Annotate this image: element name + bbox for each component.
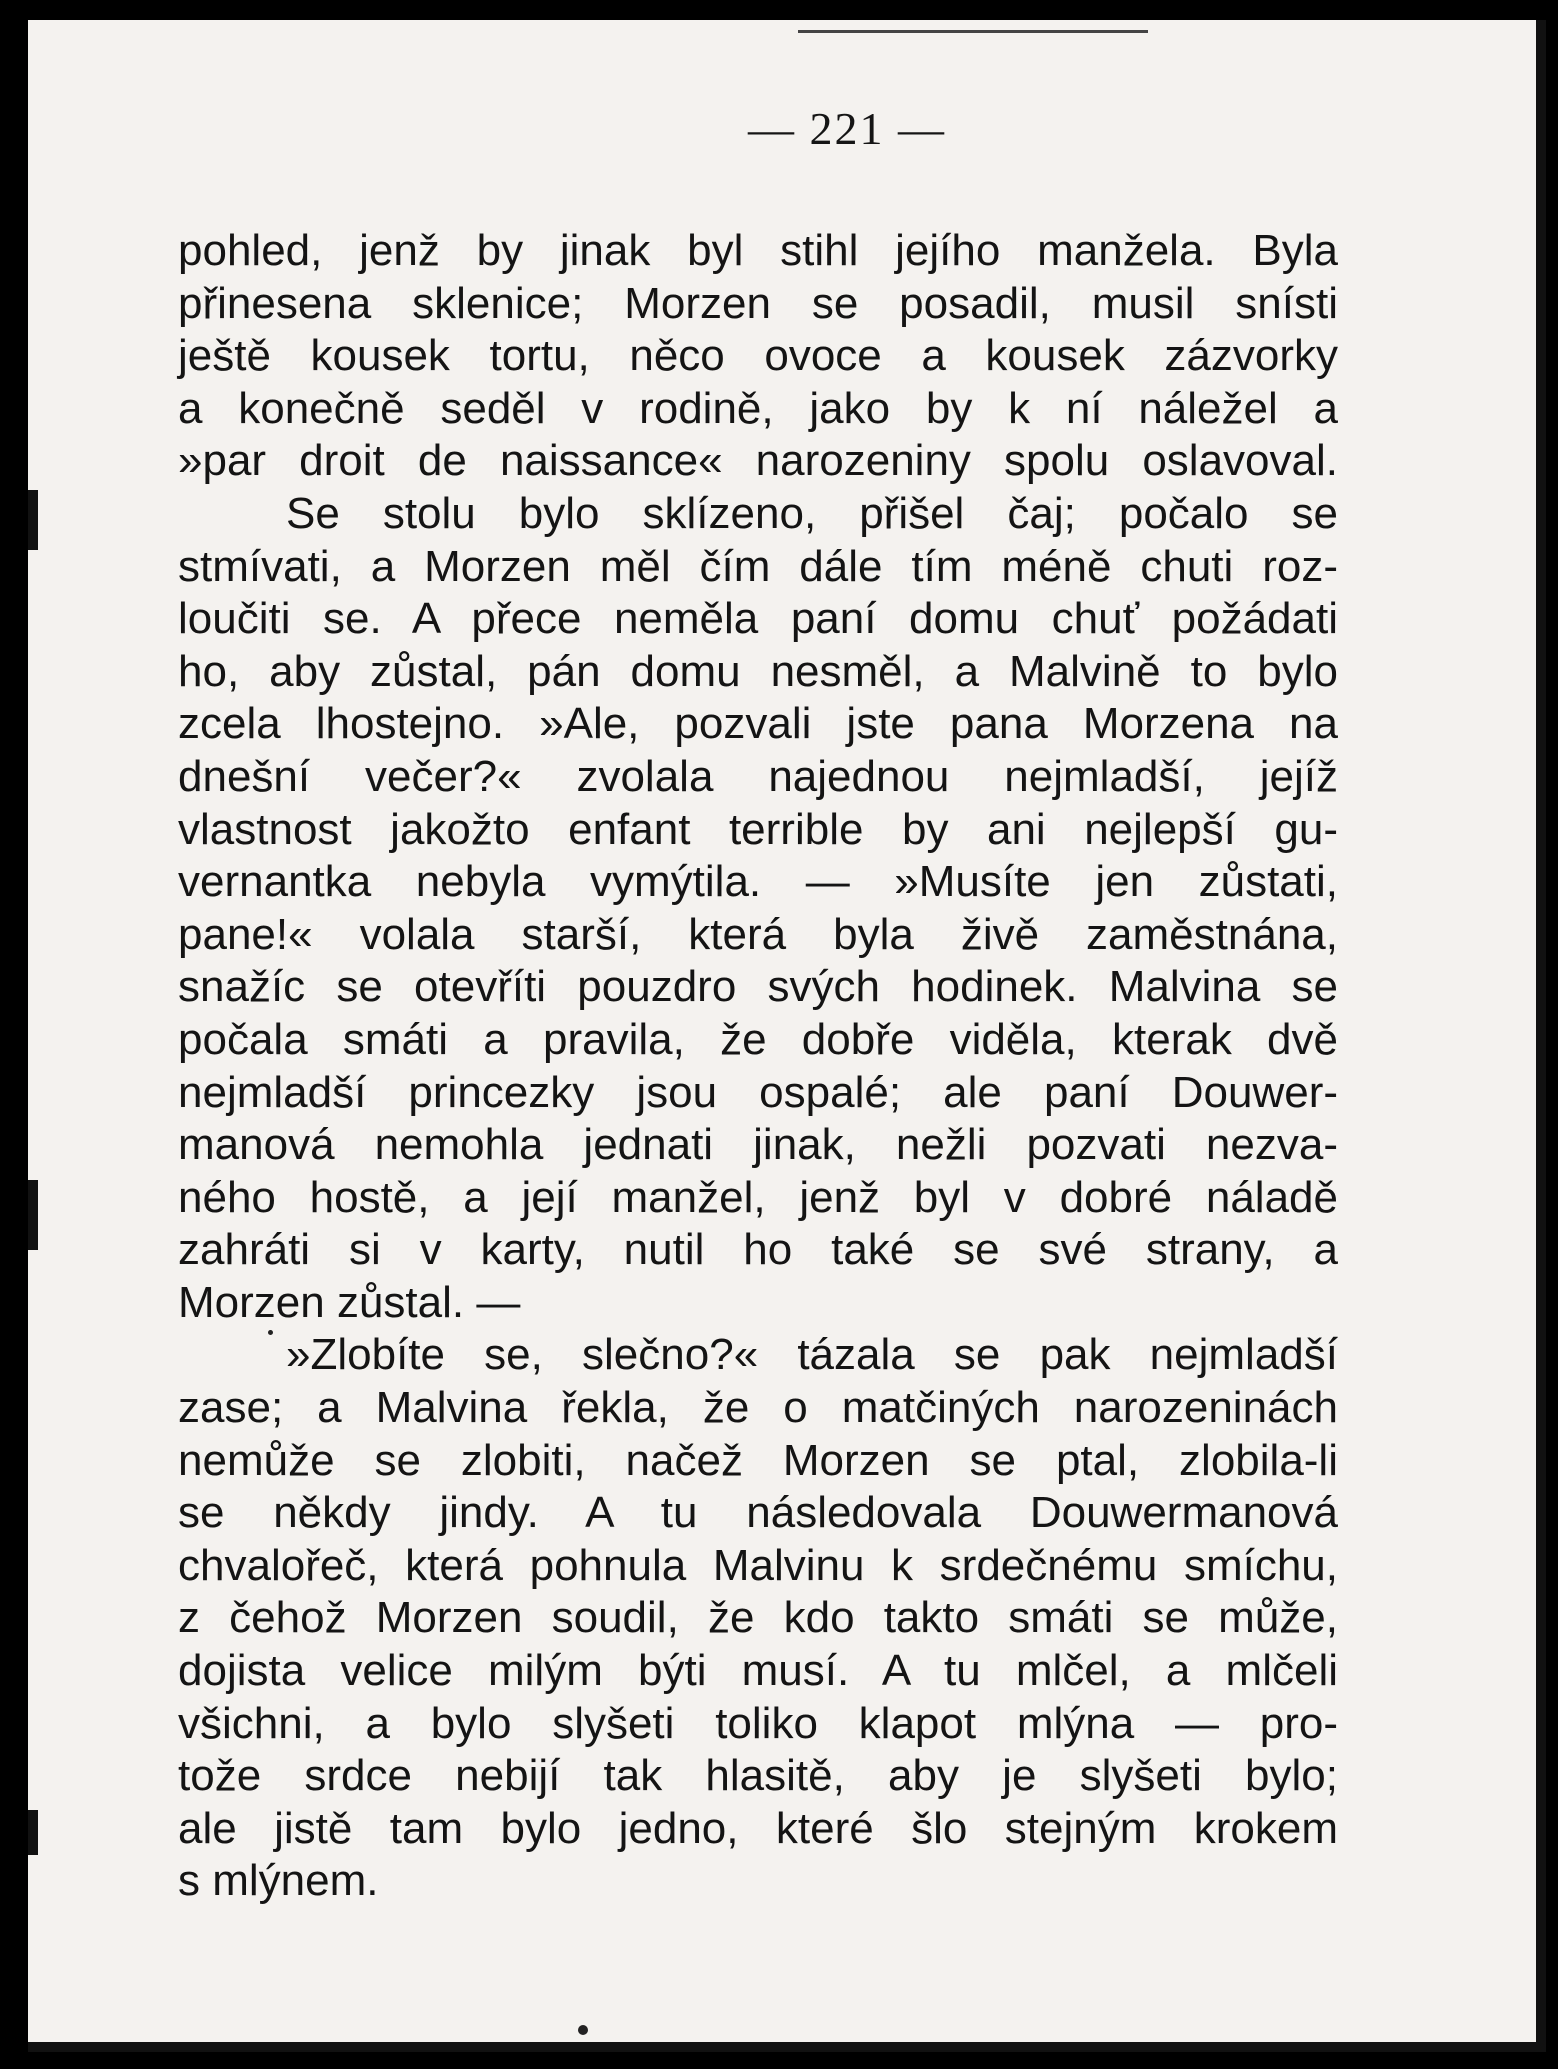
text-line: se někdy jindy. A tu následovala Douwermanová bbox=[178, 1488, 1338, 1538]
text-line: nemůže se zlobiti, načež Morzen se ptal, zlobila-li bbox=[178, 1435, 1338, 1485]
text-line: Se stolu bylo sklízeno, přišel čaj; počalo se bbox=[286, 488, 1338, 538]
text-line: snažíc se otevříti pouzdro svých hodinek. Malvina se bbox=[178, 962, 1338, 1012]
text-line: nejmladší princezky jsou ospalé; ale paní Douwer- bbox=[178, 1067, 1338, 1117]
text-line: Morzen zůstal. — bbox=[178, 1277, 521, 1327]
left-edge-mark bbox=[28, 1180, 38, 1250]
text-line: zcela lhostejno. »Ale, pozvali jste pana Morzena na bbox=[178, 699, 1338, 749]
text-line: loučiti se. A přece neměla paní domu chuť požádati bbox=[178, 594, 1338, 644]
text-line: stmívati, a Morzen měl čím dále tím méně chuti roz- bbox=[178, 541, 1338, 591]
left-edge-mark bbox=[28, 490, 38, 550]
text-line: přinesena sklenice; Morzen se posadil, musil snísti bbox=[178, 278, 1338, 328]
text-line: pane!« volala starší, která byla živě zaměstnána, bbox=[178, 909, 1338, 959]
text-line: ještě kousek tortu, něco ovoce a kousek zázvorky bbox=[178, 331, 1338, 381]
ink-speck bbox=[578, 2025, 588, 2035]
text-line: pohled, jenž by jinak byl stihl jejího manžela. Byla bbox=[178, 226, 1338, 275]
top-edge-rule bbox=[798, 30, 1148, 33]
text-line: manová nemohla jednati jinak, nežli pozvati nezva- bbox=[178, 1120, 1338, 1170]
text-line: vlastnost jakožto enfant terrible by ani nejlepší gu- bbox=[178, 804, 1338, 854]
page-number: — 221 — bbox=[748, 103, 946, 154]
text-line: z čehož Morzen soudil, že kdo takto smáti se může, bbox=[178, 1593, 1338, 1643]
book-page bbox=[28, 20, 1546, 2052]
text-line: dojista velice milým býti musí. A tu mlčel, a mlčeli bbox=[178, 1646, 1338, 1696]
text-line: tože srdce nebijí tak hlasitě, aby je slyšeti bylo; bbox=[178, 1751, 1338, 1801]
text-line: ného hostě, a její manžel, jenž byl v dobré náladě bbox=[178, 1172, 1338, 1222]
text-line: všichni, a bylo slyšeti toliko klapot mlýna — pro- bbox=[178, 1698, 1338, 1748]
right-page-edge bbox=[1536, 20, 1546, 2052]
text-line: chvalořeč, která pohnula Malvinu k srdečnému smíchu, bbox=[178, 1540, 1338, 1590]
text-line: dnešní večer?« zvolala najednou nejmladší, jejíž bbox=[178, 751, 1338, 801]
text-line: »par droit de naissance« narozeniny spolu oslavoval. bbox=[178, 436, 1338, 486]
text-line: vernantka nebyla vymýtila. — »Musíte jen zůstati, bbox=[178, 857, 1338, 907]
left-edge-mark bbox=[28, 1810, 38, 1855]
body-text bbox=[178, 225, 1338, 1908]
ink-speck bbox=[268, 1330, 273, 1335]
text-line: počala smáti a pravila, že dobře viděla, kterak dvě bbox=[178, 1014, 1338, 1064]
bottom-page-edge bbox=[28, 2042, 1546, 2052]
text-line: zase; a Malvina řekla, že o matčiných narozeninách bbox=[178, 1383, 1338, 1433]
text-line: a konečně seděl v rodině, jako by k ní náležel a bbox=[178, 383, 1338, 433]
text-line: ale jistě tam bylo jedno, které šlo stejným krokem bbox=[178, 1803, 1338, 1853]
text-line: zahráti si v karty, nutil ho také se své strany, a bbox=[178, 1225, 1338, 1275]
text-line: ho, aby zůstal, pán domu nesměl, a Malvině to bylo bbox=[178, 646, 1338, 696]
text-line: s mlýnem. bbox=[178, 1856, 379, 1906]
text-line: »Zlobíte se, slečno?« tázala se pak nejmladší bbox=[286, 1330, 1338, 1380]
